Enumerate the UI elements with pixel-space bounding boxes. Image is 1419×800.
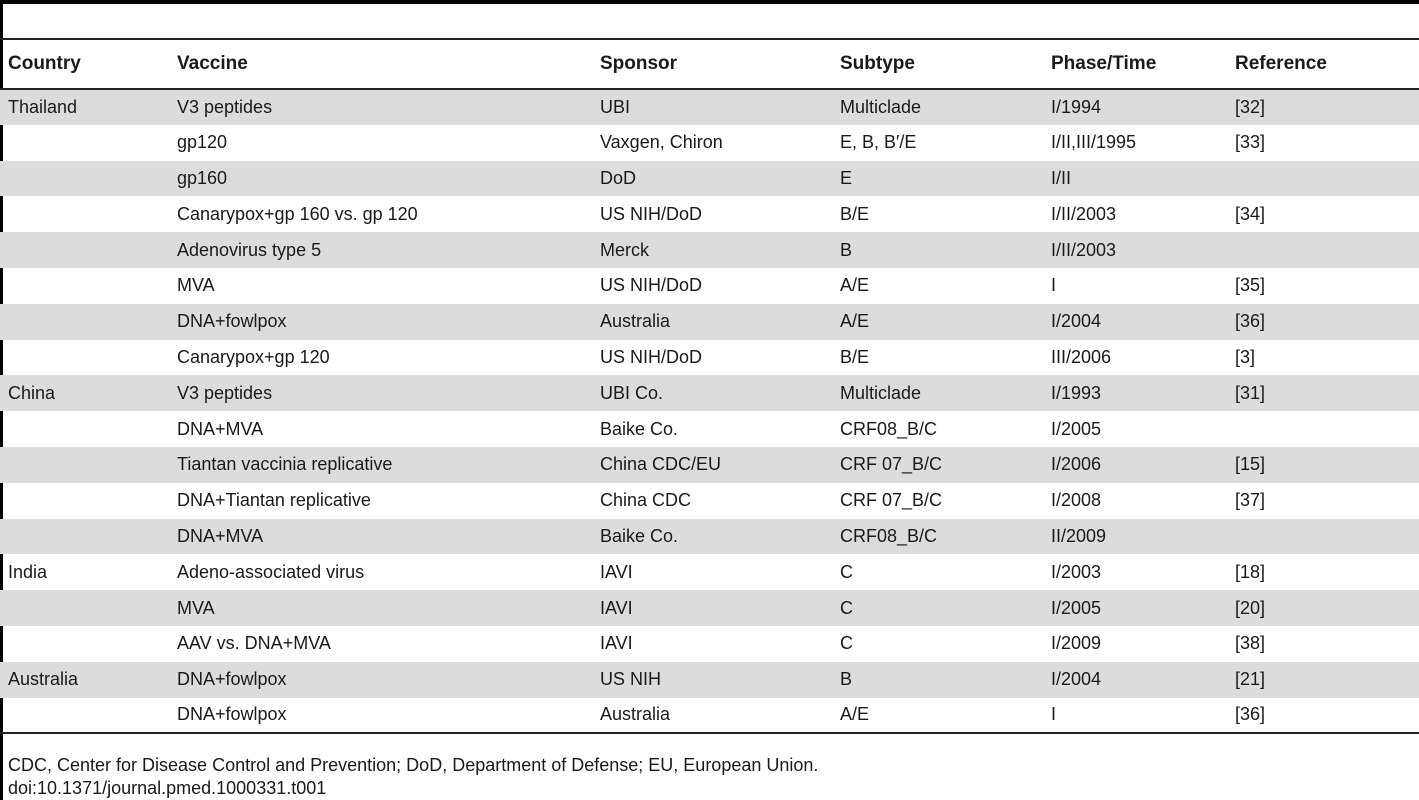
cell-phase-time: I/II/2003 [1051,239,1117,260]
cell-reference: [34] [1235,203,1266,224]
cell-phase-time: II/2009 [1051,525,1107,546]
cell-phase-time: I [1051,275,1057,296]
cell-phase-time: I/2003 [1051,561,1102,582]
cell-reference [1227,161,1419,197]
table-row [0,590,1419,626]
cell-country [0,698,169,734]
cell-subtype: E, B, B′/E [840,132,917,153]
table-row [0,411,1419,447]
cell-country [0,125,169,161]
cell-country [0,590,169,626]
cell-subtype: B/E [840,203,870,224]
table-row [0,554,1419,590]
cell-sponsor: Australia [600,311,671,332]
cell-subtype: B [840,239,853,260]
cell-phase-time: III/2006 [1051,346,1112,367]
cell-vaccine: DNA+fowlpox [169,698,592,734]
table-row [0,89,1419,125]
cell-vaccine: MVA [177,597,215,618]
cell-reference: [35] [1235,275,1266,296]
cell-vaccine: Adenovirus type 5 [177,239,322,260]
cell-reference: [21] [1235,669,1266,690]
cell-phase-time: I/1994 [1051,96,1102,117]
cell-vaccine: Tiantan vaccinia replicative [177,454,393,475]
cell-reference: [18] [1235,561,1266,582]
header-sponsor: Sponsor [592,39,832,89]
table-row [0,483,1419,519]
cell-phase-time: I/II/2003 [1051,203,1117,224]
cell-phase-time: I/2005 [1051,418,1102,439]
table-row [0,698,1419,734]
cell-vaccine: DNA+fowlpox [177,311,287,332]
cell-vaccine: V3 peptides [177,96,273,117]
top-rule [0,0,1419,4]
table-row [0,125,1419,161]
cell-sponsor: IAVI [600,561,633,582]
cell-subtype: A/E [832,698,1043,734]
cell-phase-time: I/2005 [1051,597,1102,618]
cell-reference: [3] [1235,346,1256,367]
cell-subtype: A/E [840,275,870,296]
cell-vaccine: DNA+fowlpox [177,669,287,690]
cell-reference [1227,519,1419,555]
cell-reference: [37] [1235,490,1266,511]
cell-reference: [36] [1235,311,1266,332]
cell-vaccine: V3 peptides [177,382,273,403]
cell-country [0,196,169,232]
header-row [0,39,1419,89]
cell-country: Australia [8,669,79,690]
cell-sponsor: IAVI [600,597,633,618]
cell-reference: [32] [1235,96,1266,117]
cell-sponsor: Vaxgen, Chiron [600,132,723,153]
cell-phase-time: I/2006 [1051,454,1102,475]
table-doi: doi:10.1371/journal.pmed.1000331.t001 [8,778,327,798]
cell-reference: [31] [1235,382,1266,403]
cell-country [0,304,169,340]
cell-phase-time: I/2008 [1051,490,1102,511]
cell-subtype: C [840,597,853,618]
cell-sponsor: DoD [600,167,637,188]
cell-subtype: C [840,633,853,654]
cell-country [0,268,169,304]
cell-reference: [20] [1235,597,1266,618]
table-row [0,662,1419,698]
header-phase-time: Phase/Time [1043,39,1227,89]
cell-sponsor: US NIH/DoD [600,346,703,367]
cell-vaccine: Canarypox+gp 160 vs. gp 120 [177,203,418,224]
header-subtype: Subtype [832,39,1043,89]
cell-subtype: CRF 07_B/C [840,454,943,475]
cell-vaccine: gp120 [177,132,228,153]
table-row [0,447,1419,483]
table-row [0,340,1419,376]
table-row [0,375,1419,411]
cell-reference: [33] [1235,132,1266,153]
cell-reference [1227,232,1419,268]
table-row [0,519,1419,555]
table-row [0,268,1419,304]
header-vaccine: Vaccine [169,39,592,89]
table-row [0,232,1419,268]
cell-reference [1227,411,1419,447]
cell-vaccine: DNA+MVA [177,418,264,439]
cell-country [0,161,169,197]
cell-sponsor: China CDC [600,490,692,511]
cell-sponsor: IAVI [600,633,633,654]
table-row [0,626,1419,662]
table-row [0,196,1419,232]
cell-subtype: Multiclade [840,382,922,403]
cell-sponsor: US NIH/DoD [600,275,703,296]
cell-reference: [36] [1227,698,1419,734]
table-row [0,161,1419,197]
cell-phase-time: I [1043,698,1227,734]
cell-country [0,447,169,483]
cell-phase-time: I/1993 [1051,382,1102,403]
cell-subtype: B [840,669,853,690]
cell-vaccine: AAV vs. DNA+MVA [177,633,331,654]
cell-phase-time: I/2004 [1051,669,1102,690]
cell-country [0,519,169,555]
cell-subtype: CRF 07_B/C [840,490,943,511]
cell-vaccine: DNA+MVA [177,525,264,546]
cell-sponsor: Merck [600,239,649,260]
cell-sponsor: Baike Co. [600,418,679,439]
cell-country [0,626,169,662]
cell-vaccine: gp160 [177,167,228,188]
cell-sponsor: US NIH/DoD [600,203,703,224]
cell-country [0,232,169,268]
cell-sponsor: US NIH [600,669,662,690]
table-row [0,304,1419,340]
cell-vaccine: Adeno-associated virus [177,561,365,582]
cell-country: Thailand [8,96,78,117]
cell-sponsor: UBI Co. [600,382,664,403]
cell-phase-time: I/II,III/1995 [1051,132,1137,153]
cell-country [0,340,169,376]
cell-phase-time: I/2004 [1051,311,1102,332]
table-body [0,89,1419,733]
cell-sponsor: China CDC/EU [600,454,722,475]
cell-vaccine: DNA+Tiantan replicative [177,490,371,511]
cell-phase-time: I/2009 [1051,633,1102,654]
header-reference: Reference [1227,39,1419,89]
cell-sponsor: Australia [592,698,832,734]
cell-subtype: CRF08_B/C [840,418,938,439]
cell-reference: [38] [1235,633,1266,654]
cell-phase-time: I/II [1051,167,1072,188]
cell-reference: [15] [1235,454,1266,475]
vaccine-trials-table [0,38,1419,734]
header-country: Country [0,39,169,89]
cell-country: China [8,382,56,403]
cell-subtype: C [840,561,853,582]
table-footnote: CDC, Center for Disease Control and Prevention; DoD, Department of Defense; EU, European Union. [8,755,819,775]
cell-sponsor: Baike Co. [600,525,679,546]
cell-subtype: CRF08_B/C [840,525,938,546]
cell-country [0,411,169,447]
cell-vaccine: MVA [177,275,215,296]
cell-subtype: E [840,167,853,188]
cell-subtype: A/E [840,311,870,332]
cell-country: India [8,561,48,582]
cell-country [0,483,169,519]
cell-subtype: B/E [840,346,870,367]
cell-subtype: Multiclade [840,96,922,117]
cell-sponsor: UBI [600,96,631,117]
cell-vaccine: Canarypox+gp 120 [177,346,330,367]
